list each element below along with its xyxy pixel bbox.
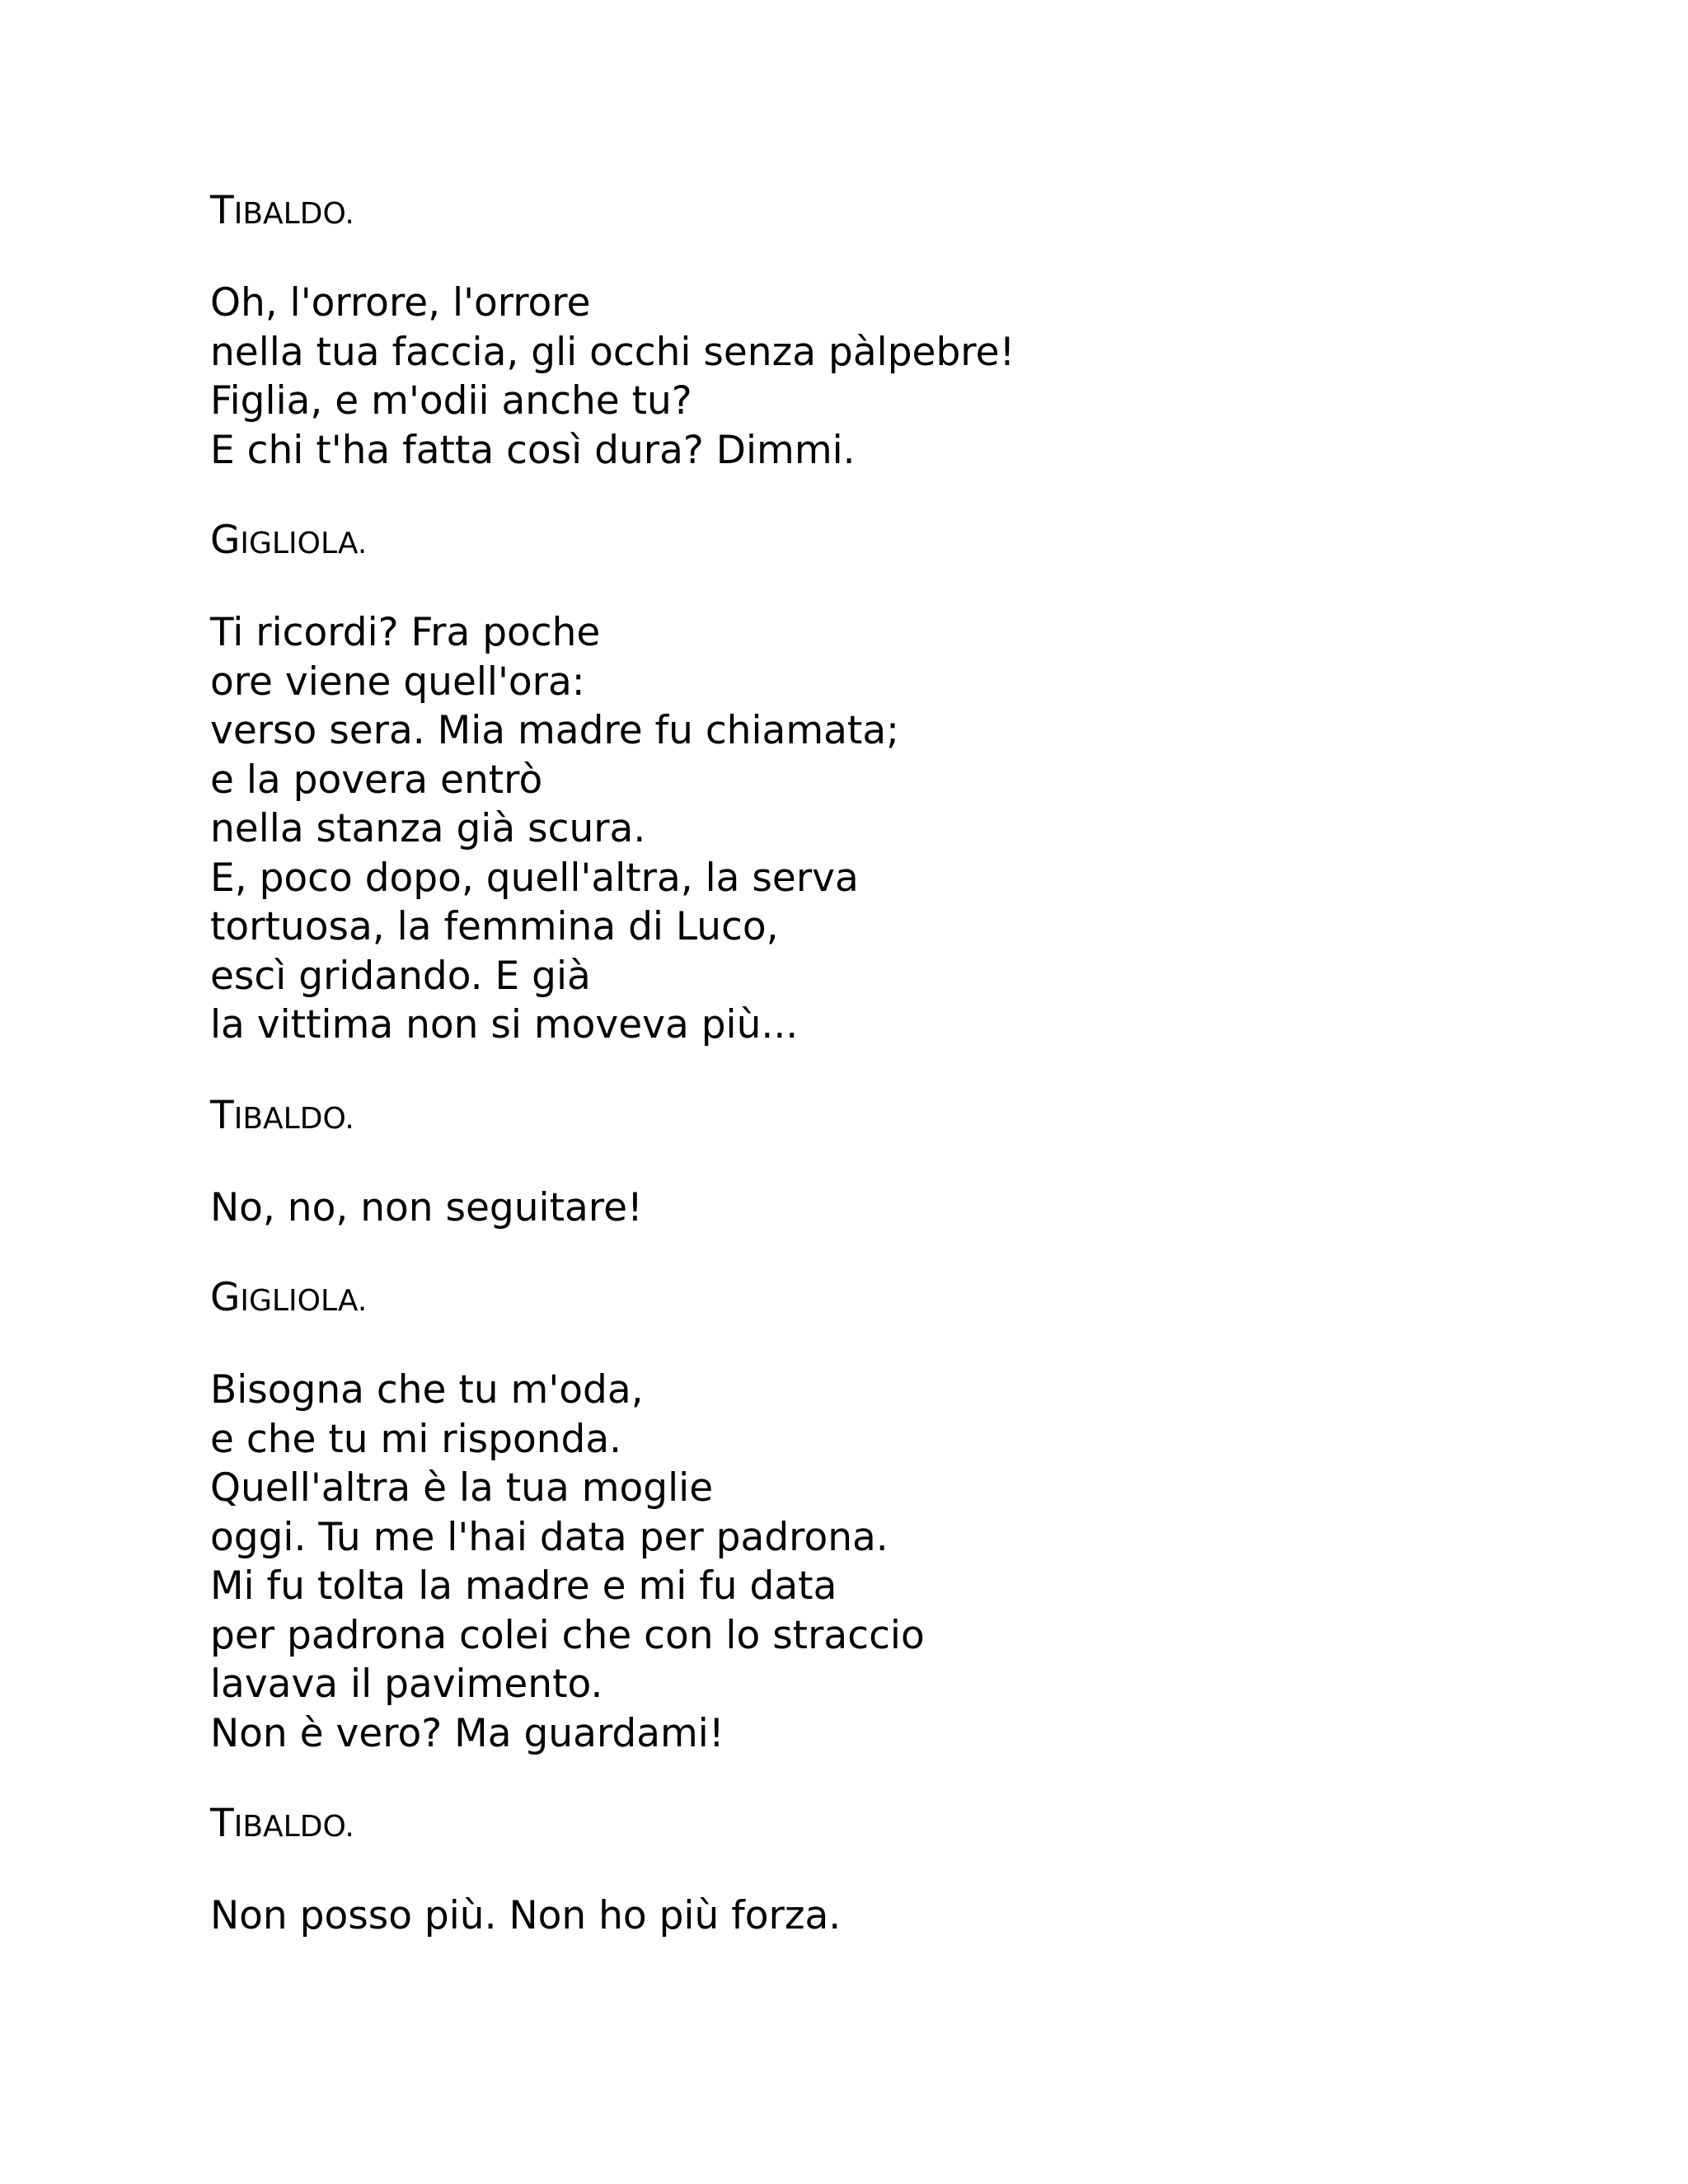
verse-line: Mi fu tolta la madre e mi fu data (210, 1563, 837, 1609)
verse-line: Oh, l'orrore, l'orrore (210, 280, 591, 326)
speaker-name (210, 186, 1611, 239)
verse-block (210, 1891, 1611, 1941)
verse-line: e la povera entrò (210, 757, 543, 803)
speaker-initial: T (210, 188, 234, 233)
verse-block (210, 1183, 1611, 1233)
speaker-initial: T (210, 1801, 234, 1846)
verse-line: Non posso più. Non ho più forza. (210, 1893, 842, 1938)
verse-line: per padrona colei che con lo straccio (210, 1612, 925, 1658)
verse-line: nella stanza già scura. (210, 806, 646, 851)
verse-line: Figlia, e m'odii anche tu? (210, 378, 692, 424)
verse-line: e che tu mi risponda. (210, 1416, 622, 1462)
verse-line: Bisogna che tu m'oda, (210, 1367, 644, 1413)
speaker-initial: T (210, 1092, 234, 1138)
speaker-initial: G (210, 1275, 241, 1320)
verse-line: E, poco dopo, quell'altra, la serva (210, 855, 859, 901)
speaker-rest: IBALDO. (233, 197, 354, 231)
verse-line: lavava il pavimento. (210, 1661, 603, 1707)
verse-line: Quell'altra è la tua moglie (210, 1465, 714, 1511)
verse-line: Ti ricordi? Fra poche (210, 610, 601, 655)
verse-block (210, 608, 1611, 1050)
verse-line: la vittima non si moveva più... (210, 1002, 799, 1047)
verse-line: nella tua faccia, gli occhi senza pàlpebre! (210, 329, 1015, 375)
speaker-name (210, 1091, 1611, 1144)
speaker-name (210, 1273, 1611, 1326)
speaker-initial: G (210, 518, 241, 563)
verse-line: tortuosa, la femmina di Luco, (210, 904, 779, 949)
play-text (210, 186, 1611, 1982)
verse-line: No, no, non seguitare! (210, 1184, 643, 1230)
verse-block (210, 279, 1611, 475)
speaker-name (210, 1799, 1611, 1852)
verse-line: E chi t'ha fatta così dura? Dimmi. (210, 427, 856, 473)
verse-line: oggi. Tu me l'hai data per padrona. (210, 1514, 889, 1560)
speaker-rest: IBALDO. (233, 1810, 354, 1844)
speaker-rest: IGLIOLA. (240, 527, 368, 560)
speaker-name (210, 516, 1611, 569)
verse-line: Non è vero? Ma guardami! (210, 1710, 724, 1756)
speaker-rest: IBALDO. (233, 1101, 354, 1136)
verse-line: verso sera. Mia madre fu chiamata; (210, 708, 899, 753)
verse-line: escì gridando. E già (210, 953, 591, 999)
speaker-rest: IGLIOLA. (240, 1284, 368, 1318)
verse-block (210, 1366, 1611, 1758)
verse-line: ore viene quell'ora: (210, 658, 585, 705)
